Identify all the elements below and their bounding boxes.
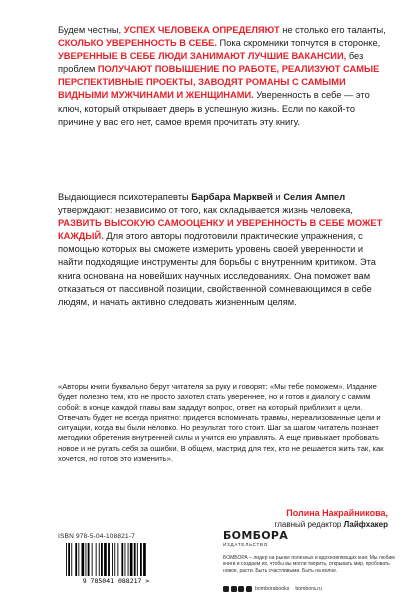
intro-text: Будем честны,	[58, 25, 124, 35]
intro-text: Пока скромники топчутся в сторонке,	[216, 38, 381, 49]
barcode	[58, 542, 174, 584]
intro-highlight: УСПЕХ ЧЕЛОВЕКА ОПРЕДЕЛЯЮТ	[123, 25, 280, 35]
intro-highlight: УВЕРЕННЫЕ В СЕБЕ ЛЮДИ ЗАНИМАЮТ ЛУЧШИЕ ВАКАНСИИ,	[58, 51, 347, 62]
reviewer-role-text: главный редактор	[274, 520, 344, 529]
vk-icon	[223, 586, 229, 592]
description-highlight: РАЗВИТЬ ВЫСОКУЮ САМООЦЕНКУ И УВЕРЕННОСТЬ В СЕБЕ МОЖЕТ КАЖДЫЙ.	[58, 218, 383, 242]
publisher-logo-sub: ИЗДАТЕЛЬСТВО	[223, 542, 269, 547]
intro-highlight: ПОЛУЧАЮТ ПОВЫШЕНИЕ ПО РАБОТЕ, РЕАЛИЗУЮТ САМЫЕ ПЕРСПЕКТИВНЫЕ ПРОЕКТЫ, ЗАВОДЯТ РОМАНЫ С САМЫМИ ВИДНЫМИ МУЖЧИНАМИ И ЖЕНЩИНАМИ.	[58, 64, 380, 101]
instagram-icon	[231, 586, 237, 592]
author-name-2: Селия Ампел	[283, 192, 346, 202]
author-name-1: Барбара Марквей	[191, 192, 273, 202]
barcode-number: 9 785041 088217 >	[82, 577, 150, 584]
review-quote: «Авторы книги буквально берут читателя за руку и говорят: «Мы тебе поможем». Издание будет полезно тем, кто не просто захотел стать увереннее, но и готов к диалогу с самим собой: в конце каждой главы вам зададут вопрос, ответ на который приблизит к цели. Отвечать будет не всегда приятно: придется вспоминать травмы, нереализованные цели и ситуации, когда вы были неловко. Но результат того стоит. Шаг за шагом читатель познает методики обретения внутренней силы и учится ею управлять. А еще привыкает пробовать новое и не ругать себя за ошибки. В общем, мастрид для тех, кто не решается жить так, как хочется, но готов это изменить».	[58, 382, 384, 464]
reviewer-role	[188, 519, 388, 530]
intro-highlight: СКОЛЬКО УВЕРЕННОСТЬ В СЕБЕ.	[58, 38, 217, 49]
social-handle[interactable]: bomborabooks	[255, 585, 290, 592]
telegram-icon	[246, 586, 252, 592]
description-text: и	[272, 192, 284, 202]
description-text: Выдающиеся психотерапевты	[58, 192, 192, 202]
quote-attribution	[188, 508, 388, 530]
publisher-blurb: БОМБОРА – лидер на рынке полезных и вдохновляющих книг. Мы любим книги и создаем их, чтобы вы могли творить, открывать мир, пробовать новое, расти. Быть счастливыми. Быть на волне.	[223, 555, 395, 574]
intro-text: Уверенность в себе — это ключ, который открывает дверь в успешную жизнь. Если по какой-то причине у вас его нет, самое время прочитать эту книгу.	[58, 90, 370, 127]
youtube-icon	[238, 586, 244, 592]
social-links	[223, 584, 395, 593]
description-text: утверждают: независимо от того, как складывается жизнь человека,	[58, 205, 353, 216]
reviewer-outlet: Лайфхакер	[343, 520, 388, 529]
intro-paragraph	[58, 24, 390, 129]
publisher-logo-text: БОМБОРА	[223, 529, 289, 542]
description-text: Для этого авторы подготовили практические упражнения, с помощью которых вы сможете измерить уровень своей уверенности и найти подходящие инструменты для борьбы с внутренним критиком. Эта книга основана на новейших научных исследованиях. Она поможет вам отказаться от пассивной позиции, свойственной сомневающимся в себе людям, и начать активно следовать жизненным целям.	[58, 231, 376, 307]
website-link[interactable]: bombora.ru	[295, 585, 322, 592]
intro-text: не столько его таланты,	[279, 25, 386, 35]
intro-text: без проблем	[58, 51, 364, 75]
reviewer-name: Полина Накрайникова,	[286, 508, 388, 518]
publisher-logo	[223, 529, 289, 547]
description-paragraph	[58, 191, 390, 309]
isbn-label: ISBN 978-5-04-108821-7	[58, 533, 136, 540]
